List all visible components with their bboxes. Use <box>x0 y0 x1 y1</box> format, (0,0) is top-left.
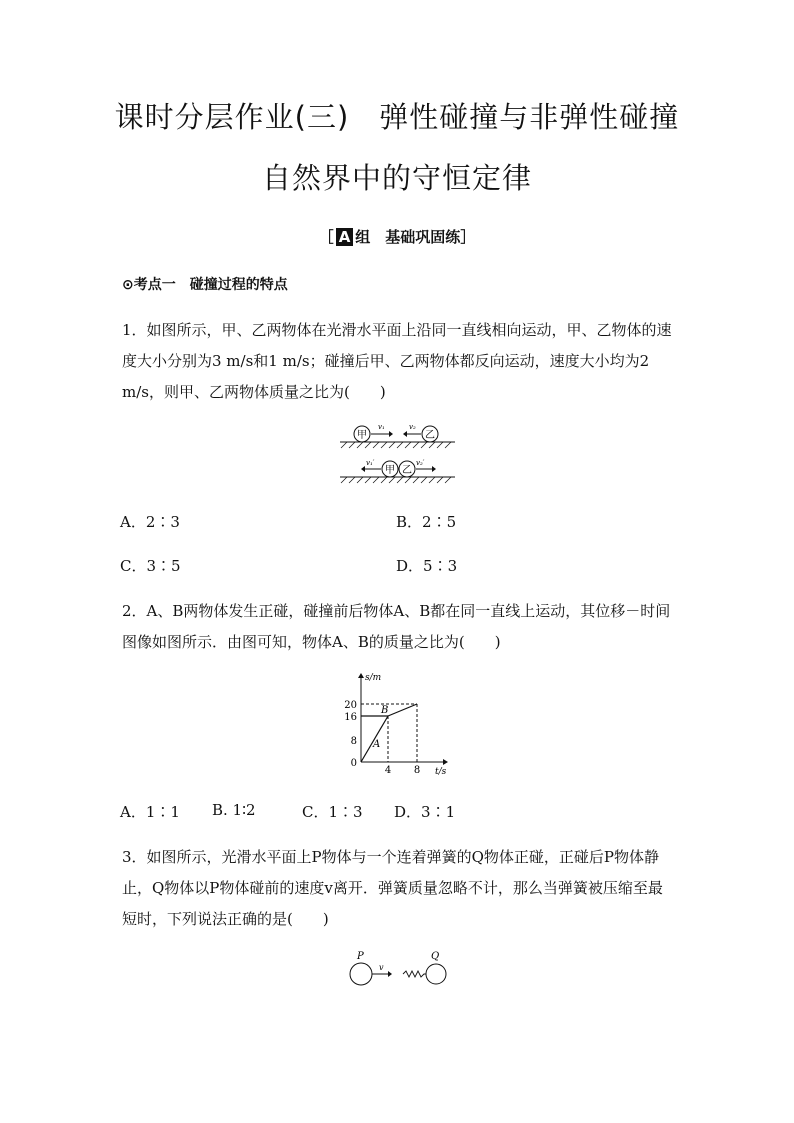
ball-q <box>426 964 446 984</box>
v-label: v <box>379 963 384 972</box>
page-title: 课时分层作业(三) 弹性碰撞与非弹性碰撞 <box>114 100 680 134</box>
v1p-label: v₁′ <box>366 459 375 467</box>
question-3-text: 3．如图所示，光滑水平面上P物体与一个连着弹簧的Q物体正碰，正碰后P物体静止，Q物体以P物体碰前的速度v离开．弹簧质量忽略不计，那么当弹簧被压缩至最短时，下列说法正确的是( ) <box>122 848 663 928</box>
p-label: P <box>357 951 364 962</box>
ball-p <box>350 963 372 985</box>
spring <box>403 971 426 977</box>
q2-option-b: B. 1∶2 <box>212 801 256 819</box>
q2-option-a: A．1∶1 <box>120 803 180 821</box>
ball-yi-after-label: 乙 <box>402 465 412 476</box>
x-tick-8: 8 <box>413 765 421 776</box>
q1-option-b: B．2∶5 <box>396 513 457 531</box>
q1-option-d: D．5∶3 <box>396 557 458 575</box>
q-label: Q <box>431 951 440 962</box>
label-b: B <box>381 705 389 716</box>
arrowhead-v2p <box>432 466 436 472</box>
question-1-figure <box>335 420 460 485</box>
question-2-graph <box>335 670 460 780</box>
arrowhead-v <box>388 971 392 977</box>
ground-hatch-top <box>341 442 451 448</box>
x-axis-label: t/s <box>435 767 447 777</box>
ball-yi-before-label: 乙 <box>425 430 435 441</box>
bracket-open: ［ <box>318 228 334 246</box>
v2-label: v₂ <box>409 423 416 431</box>
y-axis-arrow <box>358 673 364 678</box>
arrowhead-v1 <box>389 431 393 437</box>
q2-option-d: D．3∶1 <box>394 803 456 821</box>
section-heading: ⊙考点一 碰撞过程的特点 <box>122 277 288 293</box>
v2p-label: v₂′ <box>416 459 425 467</box>
x-tick-4: 4 <box>384 765 392 776</box>
bracket-close: ］ <box>460 228 476 246</box>
v1-label: v₁ <box>378 423 385 431</box>
ball-jia-after-label: 甲 <box>385 465 395 476</box>
q2-option-c: C．1∶3 <box>302 803 363 821</box>
ground-hatch-bottom <box>341 477 451 483</box>
arrowhead-v2 <box>403 431 407 437</box>
question-1-text: 1．如图所示，甲、乙两物体在光滑水平面上沿同一直线相向运动，甲、乙物体的速度大小分别为3 m/s和1 m/s；碰撞后甲、乙两物体都反向运动，速度大小均为2 m/s，则甲、乙两物体质量之比为( ) <box>122 321 672 401</box>
y-tick-8: 8 <box>350 736 357 747</box>
q1-option-c: C．3∶5 <box>120 557 181 575</box>
question-2-text: 2．A、B两物体发生正碰，碰撞前后物体A、B都在同一直线上运动，其位移－时间图像如图所示．由图可知，物体A、B的质量之比为( ) <box>122 602 671 651</box>
line-combined <box>388 704 417 716</box>
group-label: 组 基础巩固练 <box>355 228 461 246</box>
group-heading <box>0 226 794 247</box>
question-3-figure <box>340 948 455 993</box>
ball-jia-before-label: 甲 <box>357 430 367 441</box>
group-badge: A <box>336 228 354 246</box>
arrowhead-v1p <box>361 466 365 472</box>
page-subtitle: 自然界中的守恒定律 <box>261 161 532 195</box>
label-a: A <box>373 739 381 750</box>
x-axis-arrow <box>443 759 448 765</box>
q1-option-a: A．2∶3 <box>120 513 180 531</box>
y-tick-20: 20 <box>344 700 357 711</box>
y-axis-label: s/m <box>365 673 382 683</box>
y-tick-16: 16 <box>344 712 357 723</box>
y-tick-0: 0 <box>350 758 357 769</box>
